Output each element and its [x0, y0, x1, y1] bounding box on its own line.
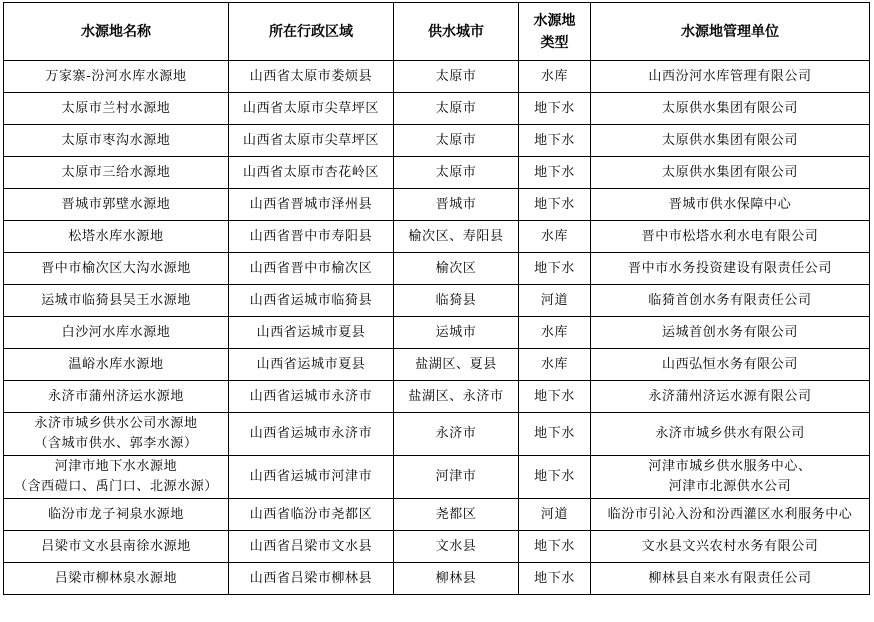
- unit-cell: 运城首创水务有限公司: [591, 317, 870, 349]
- header-cell: 所在行政区域: [229, 3, 394, 61]
- unit-cell: 永济市城乡供水有限公司: [591, 413, 870, 456]
- type-cell: 河道: [519, 285, 591, 317]
- region-cell: 山西省运城市永济市: [229, 381, 394, 413]
- unit-cell: 晋中市松塔水利水电有限公司: [591, 221, 870, 253]
- region-cell: 山西省临汾市尧都区: [229, 499, 394, 531]
- region-cell: 山西省晋城市泽州县: [229, 189, 394, 221]
- type-cell: 水库: [519, 61, 591, 93]
- region-cell: 山西省晋中市榆次区: [229, 253, 394, 285]
- city-cell: 盐湖区、永济市: [394, 381, 519, 413]
- type-cell: 河道: [519, 499, 591, 531]
- type-cell: 地下水: [519, 189, 591, 221]
- source-name-cell: 晋城市郭壁水源地: [4, 189, 229, 221]
- table-row: [4, 349, 870, 381]
- table-row: [4, 125, 870, 157]
- table-row: [4, 221, 870, 253]
- region-cell: 山西省太原市尖草坪区: [229, 93, 394, 125]
- city-cell: 榆次区、寿阳县: [394, 221, 519, 253]
- source-name-cell: 太原市枣沟水源地: [4, 125, 229, 157]
- water-source-table: [3, 2, 870, 595]
- region-cell: 山西省吕梁市柳林县: [229, 563, 394, 595]
- city-cell: 尧都区: [394, 499, 519, 531]
- type-cell: 地下水: [519, 157, 591, 189]
- region-cell: 山西省运城市夏县: [229, 349, 394, 381]
- city-cell: 太原市: [394, 61, 519, 93]
- table-body: [4, 61, 870, 595]
- source-name-cell: 吕梁市文水县南徐水源地: [4, 531, 229, 563]
- source-name-cell: 临汾市龙子祠泉水源地: [4, 499, 229, 531]
- type-cell: 地下水: [519, 456, 591, 499]
- city-cell: 太原市: [394, 125, 519, 157]
- type-cell: 地下水: [519, 93, 591, 125]
- unit-cell: 太原供水集团有限公司: [591, 125, 870, 157]
- unit-cell: 山西弘恒水务有限公司: [591, 349, 870, 381]
- unit-cell: 柳林县自来水有限责任公司: [591, 563, 870, 595]
- unit-cell: 山西汾河水库管理有限公司: [591, 61, 870, 93]
- table-row: [4, 381, 870, 413]
- type-cell: 地下水: [519, 563, 591, 595]
- city-cell: 盐湖区、夏县: [394, 349, 519, 381]
- source-name-cell: 太原市兰村水源地: [4, 93, 229, 125]
- header-cell: 水源地 类型: [519, 3, 591, 61]
- table-container: [3, 2, 870, 595]
- table-row: [4, 563, 870, 595]
- city-cell: 柳林县: [394, 563, 519, 595]
- table-row: [4, 456, 870, 499]
- city-cell: 太原市: [394, 157, 519, 189]
- unit-cell: 河津市城乡供水服务中心、 河津市北源供水公司: [591, 456, 870, 499]
- city-cell: 太原市: [394, 93, 519, 125]
- unit-cell: 文水县文兴农村水务有限公司: [591, 531, 870, 563]
- table-row: [4, 317, 870, 349]
- table-row: [4, 499, 870, 531]
- source-name-cell: 松塔水库水源地: [4, 221, 229, 253]
- city-cell: 榆次区: [394, 253, 519, 285]
- table-row: [4, 531, 870, 563]
- table-row: [4, 157, 870, 189]
- source-name-cell: 吕梁市柳林泉水源地: [4, 563, 229, 595]
- type-cell: 地下水: [519, 531, 591, 563]
- header-row: [4, 3, 870, 61]
- unit-cell: 永济蒲州济运水源有限公司: [591, 381, 870, 413]
- region-cell: 山西省吕梁市文水县: [229, 531, 394, 563]
- unit-cell: 临汾市引沁入汾和汾西灌区水利服务中心: [591, 499, 870, 531]
- header-cell: 供水城市: [394, 3, 519, 61]
- city-cell: 临猗县: [394, 285, 519, 317]
- table-row: [4, 285, 870, 317]
- table-row: [4, 253, 870, 285]
- header-cell: 水源地名称: [4, 3, 229, 61]
- source-name-cell: 太原市三给水源地: [4, 157, 229, 189]
- type-cell: 水库: [519, 221, 591, 253]
- source-name-cell: 万家寨-汾河水库水源地: [4, 61, 229, 93]
- source-name-cell: 河津市地下水水源地 （含西磑口、禹门口、北源水源）: [4, 456, 229, 499]
- city-cell: 运城市: [394, 317, 519, 349]
- region-cell: 山西省太原市杏花岭区: [229, 157, 394, 189]
- source-name-cell: 永济市城乡供水公司水源地 （含城市供水、郭李水源）: [4, 413, 229, 456]
- unit-cell: 临猗首创水务有限责任公司: [591, 285, 870, 317]
- region-cell: 山西省运城市永济市: [229, 413, 394, 456]
- region-cell: 山西省晋中市寿阳县: [229, 221, 394, 253]
- region-cell: 山西省运城市夏县: [229, 317, 394, 349]
- type-cell: 地下水: [519, 125, 591, 157]
- table-row: [4, 413, 870, 456]
- city-cell: 晋城市: [394, 189, 519, 221]
- unit-cell: 晋城市供水保障中心: [591, 189, 870, 221]
- source-name-cell: 运城市临猗县吴王水源地: [4, 285, 229, 317]
- type-cell: 水库: [519, 317, 591, 349]
- city-cell: 文水县: [394, 531, 519, 563]
- unit-cell: 太原供水集团有限公司: [591, 93, 870, 125]
- source-name-cell: 白沙河水库水源地: [4, 317, 229, 349]
- region-cell: 山西省太原市尖草坪区: [229, 125, 394, 157]
- region-cell: 山西省太原市娄烦县: [229, 61, 394, 93]
- source-name-cell: 温峪水库水源地: [4, 349, 229, 381]
- region-cell: 山西省运城市河津市: [229, 456, 394, 499]
- source-name-cell: 晋中市榆次区大沟水源地: [4, 253, 229, 285]
- city-cell: 永济市: [394, 413, 519, 456]
- table-row: [4, 93, 870, 125]
- unit-cell: 晋中市水务投资建设有限责任公司: [591, 253, 870, 285]
- region-cell: 山西省运城市临猗县: [229, 285, 394, 317]
- source-name-cell: 永济市蒲州济运水源地: [4, 381, 229, 413]
- header-cell: 水源地管理单位: [591, 3, 870, 61]
- table-row: [4, 189, 870, 221]
- table-row: [4, 61, 870, 93]
- type-cell: 地下水: [519, 413, 591, 456]
- type-cell: 水库: [519, 349, 591, 381]
- city-cell: 河津市: [394, 456, 519, 499]
- type-cell: 地下水: [519, 253, 591, 285]
- type-cell: 地下水: [519, 381, 591, 413]
- unit-cell: 太原供水集团有限公司: [591, 157, 870, 189]
